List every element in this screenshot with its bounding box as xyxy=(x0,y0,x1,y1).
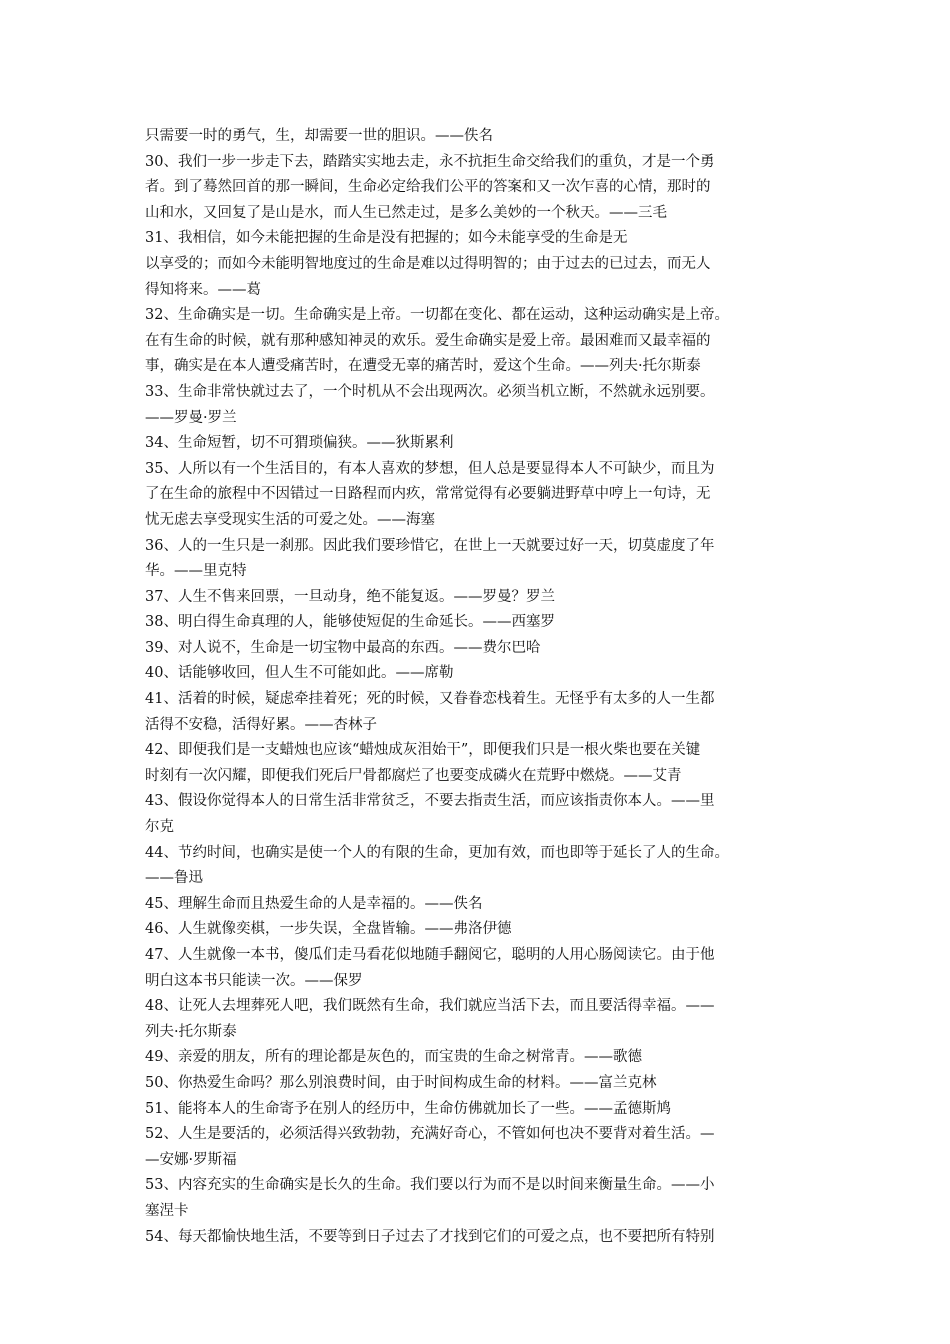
text-line: 51、能将本人的生命寄予在别人的经历中，生命仿佛就加长了一些。——孟德斯鸠 xyxy=(145,1100,671,1117)
text-line: 尔克 xyxy=(145,819,174,836)
text-line: 37、人生不售来回票，一旦动身，绝不能复返。——罗曼？罗兰 xyxy=(145,588,555,605)
text-line: 明白这本书只能读一次。——保罗 xyxy=(145,972,363,989)
text-line: 50、你热爱生命吗？那么别浪费时间，由于时间构成生命的材料。——富兰克林 xyxy=(145,1074,657,1091)
text-line: 47、人生就像一本书，傻瓜们走马看花似地随手翻阅它，聪明的人用心肠阅读它。由于他 xyxy=(145,947,715,963)
text-line: 35、人所以有一个生活目的，有本人喜欢的梦想，但人总是要显得本人不可缺少，而且为 xyxy=(145,460,715,477)
text-line: 53、内容充实的生命确实是长久的生命。我们要以行为而不是以时间来衡量生命。——小 xyxy=(145,1177,715,1194)
text-line: 54、每天都愉快地生活，不要等到日子过去了才找到它们的可爱之点，也不要把所有特别 xyxy=(145,1228,715,1245)
text-line: 在有生命的时候，就有那种感知神灵的欢乐。爱生命确实是爱上帝。最困难而又最幸福的 xyxy=(145,332,711,349)
text-line: 41、活着的时候，疑虑牵挂着死；死的时候，又眷眷恋栈着生。无怪乎有太多的人一生都 xyxy=(145,691,715,708)
text-line: 了在生命的旅程中不因错过一日路程而内疚，常常觉得有必要躺进野草中哼上一句诗，无 xyxy=(145,486,711,503)
text-line: 山和水，又回复了是山是水，而人生已然走过，是多么美妙的一个秋天。——三毛 xyxy=(145,204,667,221)
text-line: 以享受的；而如今未能明智地度过的生命是难以过得明智的；由于过去的已过去，而无人 xyxy=(145,255,711,272)
text-line: 45、理解生命而且热爱生命的人是幸福的。——佚名 xyxy=(145,895,483,912)
text-line: 52、人生是要活的，必须活得兴致勃勃，充满好奇心，不管如何也决不要背对着生活。— xyxy=(145,1126,715,1143)
text-line: ——鲁迅 xyxy=(145,870,203,887)
text-line: ——罗曼·罗兰 xyxy=(145,409,237,426)
text-line: 忧无虑去享受现实生活的可爱之处。——海塞 xyxy=(145,511,435,528)
text-line: 39、对人说不，生命是一切宝物中最高的东西。——费尔巴哈 xyxy=(145,639,541,656)
text-line: 48、让死人去埋葬死人吧，我们既然有生命，我们就应当活下去，而且要活得幸福。—— xyxy=(145,998,715,1015)
text-line: 46、人生就像奕棋，一步失误，全盘皆输。——弗洛伊德 xyxy=(145,921,512,938)
text-line: 49、亲爱的朋友，所有的理论都是灰色的，而宝贵的生命之树常青。——歌德 xyxy=(145,1049,642,1066)
text-line: 华。——里克特 xyxy=(145,563,247,580)
text-line: 43、假设你觉得本人的日常生活非常贫乏，不要去指责生活，而应该指责你本人。——里 xyxy=(145,793,715,810)
text-line: 得知将来。——葛 xyxy=(145,281,261,298)
text-line: 30、我们一步一步走下去，踏踏实实地去走，永不抗拒生命交给我们的重负，才是一个勇 xyxy=(145,153,715,170)
text-line: 只需要一时的勇气，生，却需要一世的胆识。——佚名 xyxy=(145,128,493,144)
text-line: 者。到了蓦然回首的那一瞬间，生命必定给我们公平的答案和又一次乍喜的心情，那时的 xyxy=(145,179,711,196)
text-line: 34、生命短暂，切不可猬琐偏狭。——狄斯累利 xyxy=(145,435,454,452)
text-line: 事，确实是在本人遭受痛苦时，在遭受无辜的痛苦时，爱这个生命。——列夫·托尔斯泰 xyxy=(145,358,701,375)
text-line: 40、话能够收回，但人生不可能如此。——席勒 xyxy=(145,665,454,682)
text-line: —安娜·罗斯福 xyxy=(145,1151,237,1168)
text-line: 列夫·托尔斯泰 xyxy=(145,1023,237,1040)
text-line: 时刻有一次闪耀，即便我们死后尸骨都腐烂了也要变成磷火在荒野中燃烧。——艾青 xyxy=(145,767,682,784)
text-line: 活得不安稳，活得好累。——杏林子 xyxy=(145,716,377,733)
text-line: 42、即便我们是一支蜡烛也应该“蜡烛成灰泪始干”，即便我们只是一根火柴也要在关键 xyxy=(145,742,701,759)
text-line: 31、我相信，如今未能把握的生命是没有把握的；如今未能享受的生命是无 xyxy=(145,230,628,247)
text-line: 36、人的一生只是一刹那。因此我们要珍惜它，在世上一天就要过好一天，切莫虚度了年 xyxy=(145,537,715,554)
text-line: 塞涅卡 xyxy=(145,1202,189,1219)
text-line: 32、生命确实是一切。生命确实是上帝。一切都在变化、都在运动，这种运动确实是上帝。 xyxy=(145,307,729,324)
text-line: 33、生命非常快就过去了，一个时机从不会出现两次。必须当机立断，不然就永远别要。 xyxy=(145,383,715,400)
document-page xyxy=(145,124,817,1250)
text-line: 38、明白得生命真理的人，能够使短促的生命延长。——西塞罗 xyxy=(145,614,555,631)
text-line: 44、节约时间，也确实是使一个人的有限的生命，更加有效，而也即等于延长了人的生命。 xyxy=(145,844,729,861)
